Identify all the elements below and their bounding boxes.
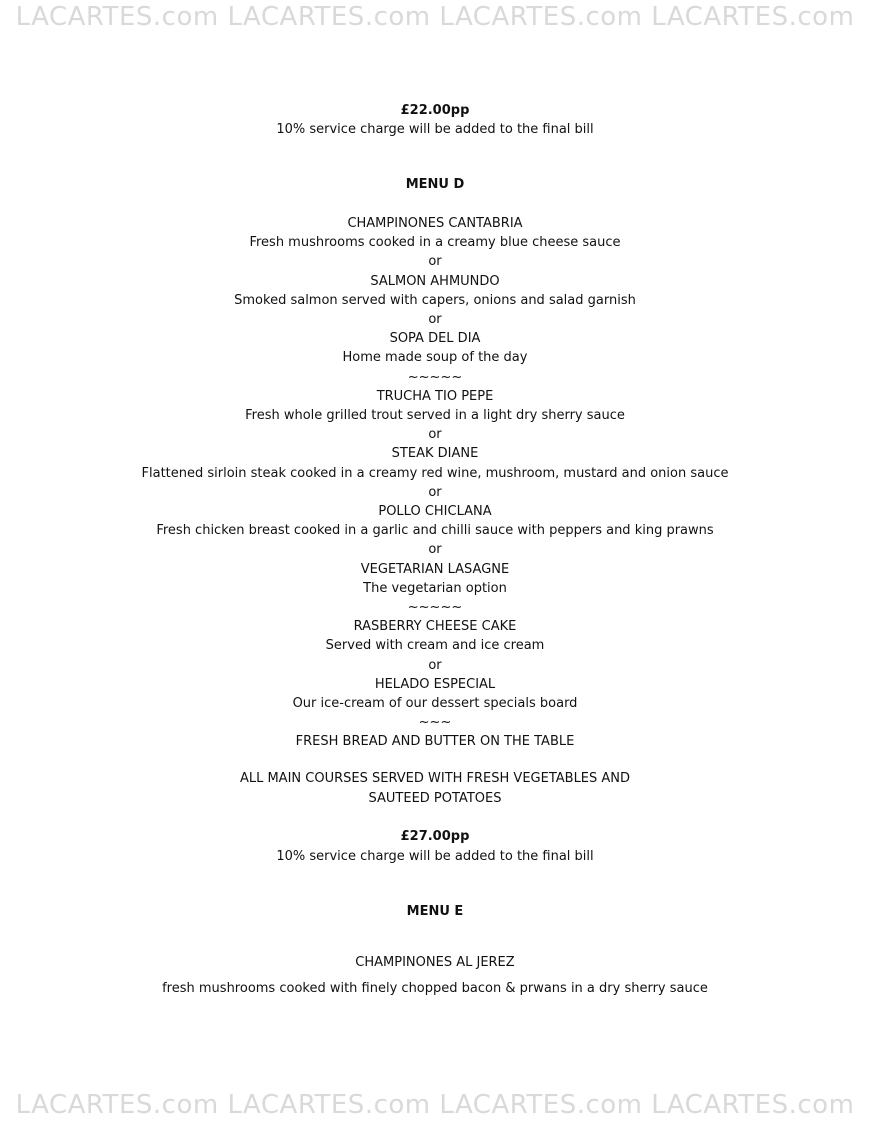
menu-d-line: Flattened sirloin steak cooked in a creamy red wine, mushroom, mustard and onion sauce (141, 466, 729, 481)
menu-e-item-description: fresh mushrooms cooked with finely chopped bacon & prwans in a dry sherry sauce (162, 981, 708, 996)
menu-d-line: SALMON AHMUNDO (370, 274, 500, 289)
menu-d-line: or (428, 427, 442, 442)
menu-c-service-note: 10% service charge will be added to the final bill (276, 122, 594, 137)
menu-d-line: ~~~ (418, 715, 452, 730)
watermark-bottom: LACARTES.com LACARTES.com LACARTES.com LACARTES.com (15, 1090, 855, 1120)
menu-d-line: or (428, 658, 442, 673)
watermark-top: LACARTES.com LACARTES.com LACARTES.com LACARTES.com (15, 2, 855, 32)
menu-d-line: ~~~~~ (407, 600, 463, 615)
menu-d-service-note: 10% service charge will be added to the final bill (276, 849, 594, 864)
menu-d-line: RASBERRY CHEESE CAKE (353, 619, 517, 634)
menu-d-line: Home made soup of the day (342, 350, 528, 365)
menu-e-title: MENU E (406, 904, 464, 919)
menu-c-price: £22.00pp (400, 103, 470, 118)
menu-d-line: or (428, 312, 442, 327)
menu-d-line: Fresh chicken breast cooked in a garlic and chilli sauce with peppers and king prawns (156, 523, 714, 538)
menu-d-line: HELADO ESPECIAL (374, 677, 496, 692)
menu-d-note-line-2: SAUTEED POTATOES (368, 791, 502, 806)
menu-d-line: VEGETARIAN LASAGNE (360, 562, 510, 577)
menu-d-line: or (428, 485, 442, 500)
menu-d-line: or (428, 254, 442, 269)
menu-d-line: Fresh mushrooms cooked in a creamy blue cheese sauce (249, 235, 621, 250)
menu-d-note-line-1: ALL MAIN COURSES SERVED WITH FRESH VEGETABLES AND (239, 771, 631, 786)
menu-d-line: FRESH BREAD AND BUTTER ON THE TABLE (295, 734, 575, 749)
menu-d-line: ~~~~~ (407, 370, 463, 385)
menu-d-line: CHAMPINONES CANTABRIA (347, 216, 523, 231)
menu-d-line: STEAK DIANE (391, 446, 479, 461)
menu-d-title: MENU D (405, 177, 465, 192)
menu-e-item-name: CHAMPINONES AL JEREZ (355, 955, 515, 970)
menu-d-line: Our ice-cream of our dessert specials board (292, 696, 578, 711)
menu-d-line: TRUCHA TIO PEPE (376, 389, 494, 404)
menu-d-line: Fresh whole grilled trout served in a light dry sherry sauce (245, 408, 625, 423)
menu-d-line: SOPA DEL DIA (389, 331, 481, 346)
menu-d-line: The vegetarian option (363, 581, 507, 596)
menu-d-line: POLLO CHICLANA (378, 504, 492, 519)
menu-d-line: Served with cream and ice cream (325, 638, 545, 653)
menu-d-line: Smoked salmon served with capers, onions and salad garnish (234, 293, 636, 308)
menu-d-price: £27.00pp (400, 829, 470, 844)
menu-d-line: or (428, 542, 442, 557)
